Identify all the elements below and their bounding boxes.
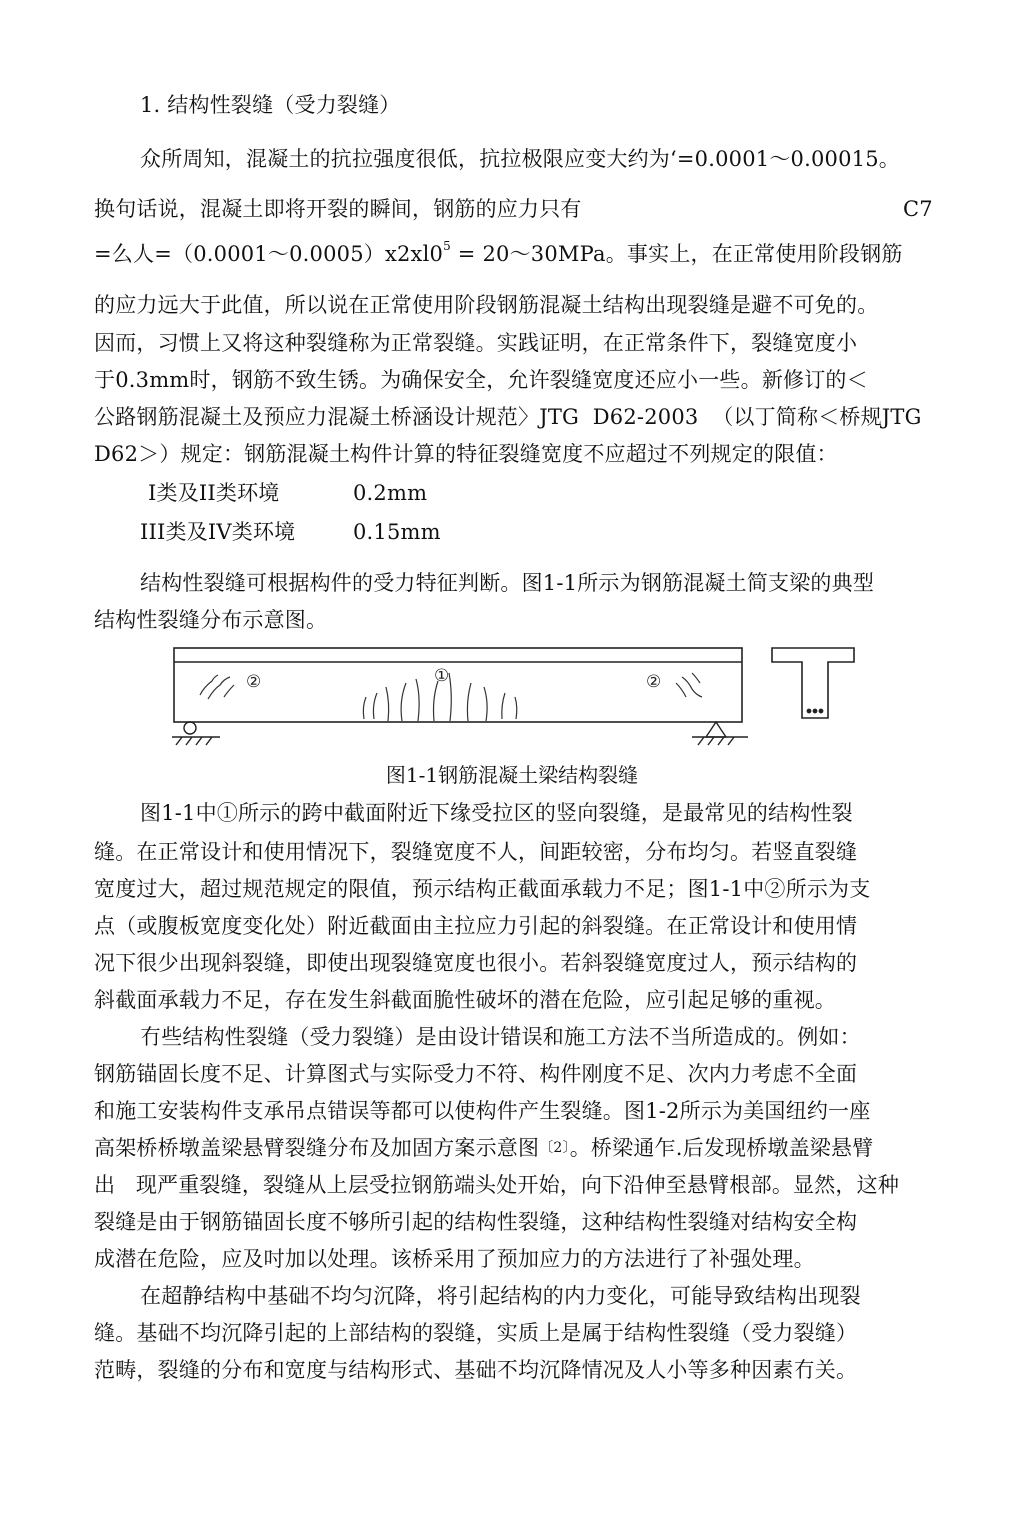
limit-env: III类及IV类环境 [140,520,296,544]
paragraph-line: 于0.3mm时，钢筋不致生锈。为确保安全，允许裂缝宽度还应小一些。新修订的＜ [94,368,868,392]
paragraph-line: 公路钢筋混凝土及预应力混凝土桥涵设计规范〉JTG D62-2003 （以丁简称＜桥规JTG [94,405,922,429]
crack-label: ② [246,672,262,692]
paragraph-line: 出 现严重裂缝，裂缝从上层受拉钢筋端头处开始，向下沿伸至悬臂根部。显然，这种 [94,1173,900,1197]
right-diagonal-cracks [676,673,702,697]
paragraph-line: 在超静结构中基础不均匀沉降，将引起结构的内力变化，可能导致结构出现裂 [140,1284,861,1308]
crack-label: ② [646,672,662,692]
left-support-icon [172,722,220,745]
paragraph-line: 点（或腹板宽度变化处）附近截面由主拉应力引起的斜裂缝。在正常设计和使用情 [94,914,858,938]
paragraph-line: 裂缝是由于钢筋锚固长度不够所引起的结构性裂缝，这种结构性裂缝对结构安全构 [94,1210,858,1234]
paragraph-line: 图1-1中①所示的跨中截面附近下缘受拉区的竖向裂缝，是最常见的结构性裂 [140,801,853,825]
paragraph-line: 众所周知，混凝土的抗拉强度很低，抗拉极限应变大约为‘=0.0001～0.00015。 [140,147,900,171]
paragraph-line: 成潜在危险，应及吋加以处理。该桥采用了预加应力的方法进行了补强处理。 [94,1247,815,1271]
paragraph-line: 换句话说，混凝土即将开裂的瞬间，钢筋的应力只有 [94,197,582,221]
citation-ref: 〔2〕 [539,1140,570,1156]
limit-env: I类及II类环境 [148,481,280,505]
formula-line: =么人$=(0.0001\sim 0.0005)x2xl0^5$ = 20～30MPa。事实上，在正常使用阶段钢筋 [94,239,903,266]
section-heading: 1. 结构性裂缝（受力裂缝） [140,93,401,117]
paragraph-line: 缝。基础不均沉降引起的上部结构的裂缝，实质上是属于结构性裂缝（受力裂缝） [94,1321,858,1345]
paragraph-line: 范畴，裂缝的分布和宽度与结构形式、基础不均沉降情况及人小等多种因素冇关。 [94,1358,858,1382]
figure-caption: 图1-1钢筋混凝土梁结构裂缝 [385,763,639,787]
paragraph-line: 况下很少出现斜裂缝，即使出现裂缝宽度也很小。若斜裂缝宽度过人，预示结构的 [94,951,858,975]
limit-value: 0.2mm [353,481,428,505]
paragraph-line: 和施工安装构件支承吊点错误等都可以使构件产生裂缝。图1-2所示为美国纽约一座 [94,1099,871,1123]
paragraph-line: 缝。在正常设计和使用情况下，裂缝宽度不人，间距较密，分布均匀。若竖直裂缝 [94,840,858,864]
paragraph-line: 因而，习惯上又将这种裂缝称为正常裂缝。实践证明，在正常条件下，裂缝宽度小 [94,331,858,355]
paragraph-line: 结构性裂缝分布示意图。 [94,608,328,632]
paragraph-line: 斜截面承载力不足，存在发生斜截面脆性破坏的潜在危险，应引起足够的重视。 [94,988,836,1012]
paragraph-line: D62＞）规定：钢筋混凝土构件计算的特征裂缝宽度不应超过不列规定的限值： [94,442,838,466]
crack-label: ① [434,666,450,686]
paragraph-line: 宽度过大，超过规范规定的限值，预示结构正截面承载力不足；图1-1中②所示为支 [94,877,871,901]
left-diagonal-cracks [200,675,234,699]
crack-label-markers [246,666,661,692]
margin-note: C7 [903,197,933,221]
paragraph-line: 钢筋锚固长度不足、计算图式与实际受力不符、构件刚度不足、次内力考虑不全面 [94,1062,858,1086]
limit-value: 0.15mm [353,520,441,544]
paragraph-line: 的应力远大于此值，所以说在正常使用阶段钢筋混凝土结构出现裂缝是避不可免的。 [94,293,879,317]
paragraph-line: 冇些结构性裂缝（受力裂缝）是由设计错误和施工方法不当所造成的。例如： [140,1025,861,1049]
paragraph-line: 结构性裂缝可根据构件的受力特征判断。图1-1所示为钢筋混凝土简支梁的典型 [140,571,875,595]
t-beam-section-icon [772,648,854,718]
beam-crack-figure [168,643,858,751]
paragraph-line: 高架桥桥墩盖梁悬臂裂缝分布及加固方案示意图$^{〔2〕}$。桥梁通乍.后发现桥墩盖梁悬臂 [94,1136,874,1160]
right-support-icon [692,722,748,745]
